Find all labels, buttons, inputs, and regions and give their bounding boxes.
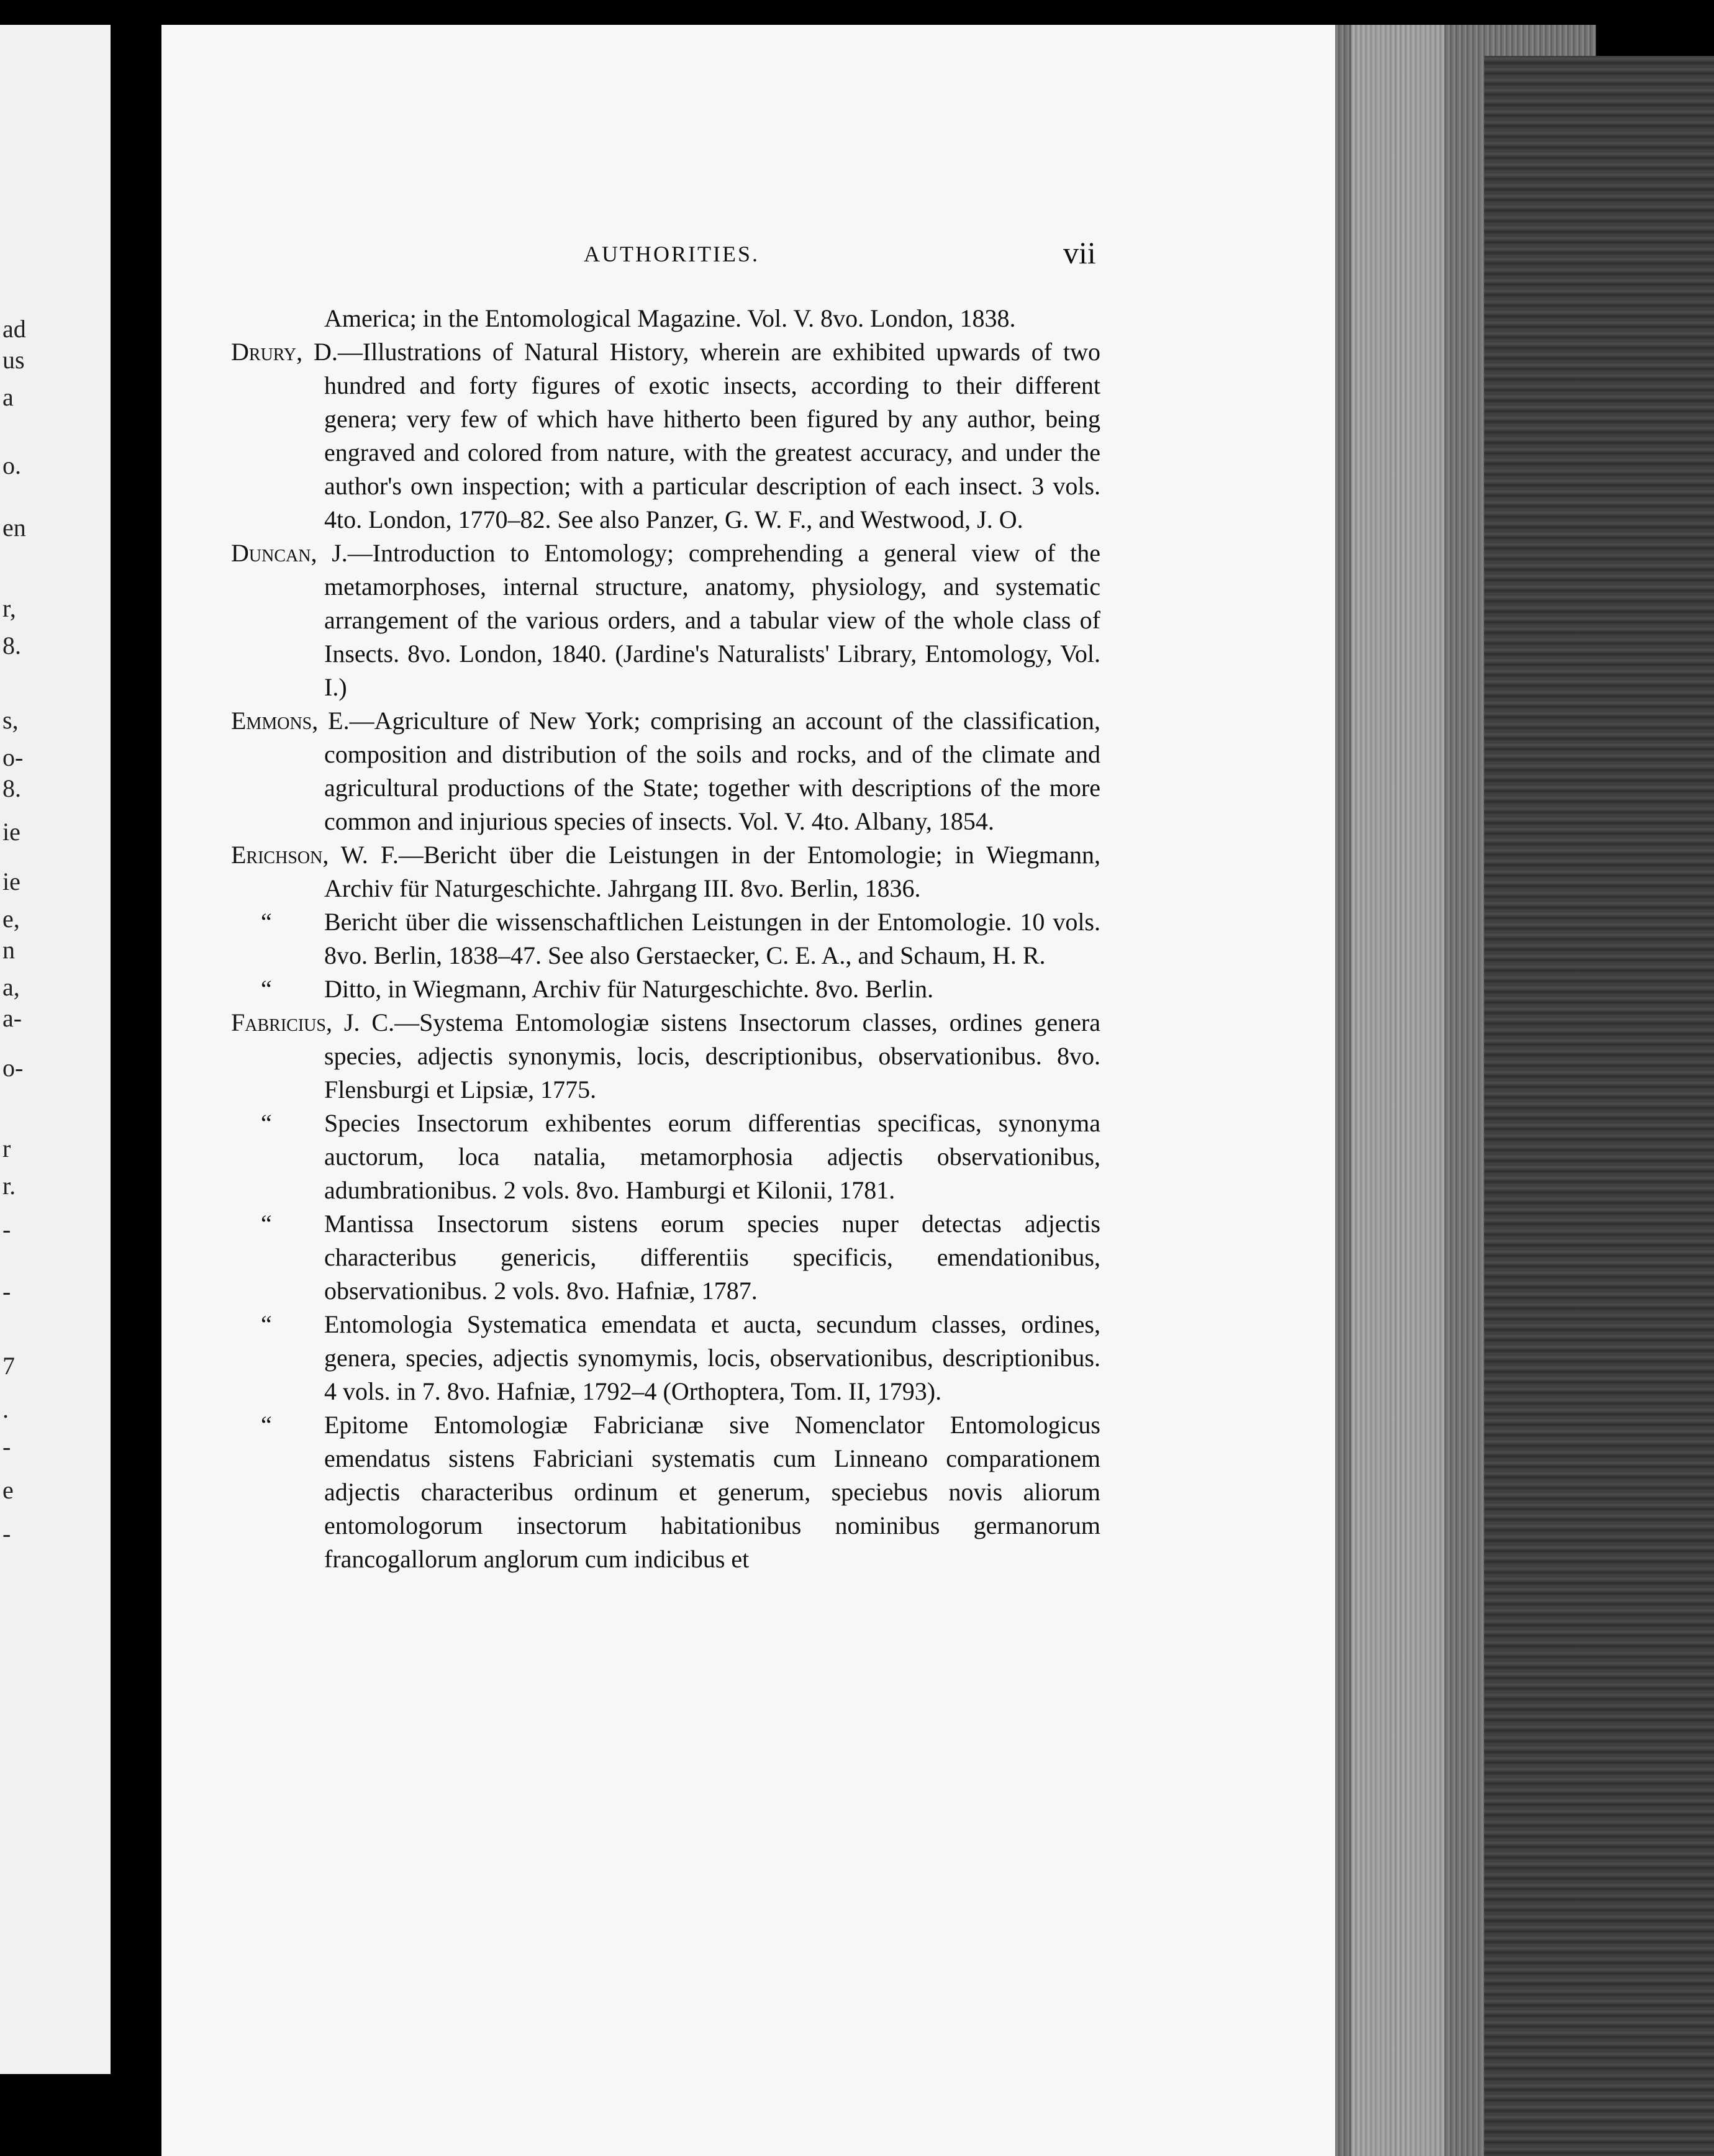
facing-page-fragment: - xyxy=(2,1215,11,1243)
entry-continuation: America; in the Entomological Magazine. Vol. V. 8vo. London, 1838. xyxy=(324,304,1016,332)
entry-text: , J.—Introduction to Entomology; comprehending a general view of the metamorphoses, internal structure, anatomy, physiology, and systematic arrangement of the various orders, and a tabular view of the whole class of Insects. 8vo. London, 1840. (Jardine's Naturalists' Library, Entomology, Vol. I.) xyxy=(311,539,1100,701)
entry-text: , J. C.—Systema Entomologiæ sistens Insectorum classes, ordines genera species, adjectis synonymis, locis, descriptionibus, observationibus. 8vo. Flensburgi et Lipsiæ, 1775. xyxy=(324,1008,1100,1103)
entry-text: Ditto, in Wiegmann, Archiv für Naturgeschichte. 8vo. Berlin. xyxy=(324,975,934,1003)
facing-page-fragment: . xyxy=(2,1395,9,1423)
facing-page-fragment: a, xyxy=(2,973,20,1001)
bibliography-list xyxy=(231,302,1100,1576)
facing-page-fragment: ad xyxy=(2,315,26,343)
ditto-mark: “ xyxy=(261,1210,272,1238)
facing-page-fragment: r xyxy=(2,1135,11,1162)
entry-author: Emmons xyxy=(231,707,312,735)
book-cover xyxy=(1484,56,1714,2156)
bibliography-entry xyxy=(231,335,1100,537)
ditto-entry xyxy=(231,1107,1100,1207)
ditto-entry xyxy=(231,1408,1100,1576)
ditto-entry xyxy=(231,905,1100,972)
entry-author: Fabricius xyxy=(231,1008,326,1036)
facing-page-fragment: e, xyxy=(2,905,20,933)
entry-text: Entomologia Systematica emendata et aucta, secundum classes, ordines, genera, species, adjectis synomymis, locis, observationibus, descriptionibus. 4 vols. in 7. 8vo. Hafniæ, 1792–4 (Orthoptera, Tom. II, 1793). xyxy=(324,1310,1100,1405)
page-number: vii xyxy=(1063,235,1096,270)
bibliography-entry xyxy=(231,838,1100,905)
ditto-mark: “ xyxy=(261,1109,272,1137)
running-title: AUTHORITIES. xyxy=(584,242,760,266)
facing-page-fragment: o. xyxy=(2,451,21,479)
ditto-entry xyxy=(231,972,1100,1006)
ditto-mark: “ xyxy=(261,1310,272,1338)
ditto-entry xyxy=(231,1207,1100,1308)
facing-page-fragment: a xyxy=(2,383,14,411)
bibliography-entry xyxy=(231,537,1100,704)
facing-page-fragment: a- xyxy=(2,1004,22,1032)
facing-page-fragment: o- xyxy=(2,1054,24,1082)
facing-page-fragment: - xyxy=(2,1277,11,1305)
facing-page-fragment: ie xyxy=(2,867,20,895)
facing-page-fragment: 8. xyxy=(2,774,21,802)
bibliography-entry xyxy=(231,704,1100,838)
facing-page-fragment: r, xyxy=(2,594,16,622)
facing-page-fragment: ie xyxy=(2,818,20,846)
entry-text: , E.—Agriculture of New York; comprising an account of the classification, composition and distribution of the soils and rocks, and of the climate and agricultural productions of the State; together with descriptions of the more common and injurious species of insects. Vol. V. 4to. Albany, 1854. xyxy=(312,707,1100,835)
entry-author: Drury xyxy=(231,338,297,366)
facing-page-fragment: n xyxy=(2,936,15,964)
facing-page-fragment: - xyxy=(2,1433,11,1461)
entry-author: Duncan xyxy=(231,539,311,567)
entry-text: , D.—Illustrations of Natural History, wherein are exhibited upwards of two hundred and forty figures of exotic insects, according to their different genera; very few of which have hitherto been figured by any author, being engraved and colored from nature, with the greatest accuracy, and under the author's own inspection; with a particular description of each insect. 3 vols. 4to. London, 1770–82. See also Panzer, G. W. F., and Westwood, J. O. xyxy=(296,338,1100,533)
facing-page-fragment: us xyxy=(2,346,25,374)
facing-page-fragment: s, xyxy=(2,706,19,734)
ditto-mark: “ xyxy=(261,975,272,1003)
bibliography-entry xyxy=(231,1006,1100,1107)
entry-author: Erichson xyxy=(231,841,323,869)
facing-page-fragment: en xyxy=(2,514,26,541)
facing-page-fragment: 8. xyxy=(2,632,21,659)
entry-text: Species Insectorum exhibentes eorum differentias specificas, synonyma auctorum, loca natalia, metamorphosia adjectis observationibus, adumbrationibus. 2 vols. 8vo. Hamburgi et Kilonii, 1781. xyxy=(324,1109,1100,1204)
facing-page-fragment: r. xyxy=(2,1172,16,1200)
ditto-mark: “ xyxy=(261,1411,272,1439)
facing-page-edge xyxy=(0,25,111,2074)
running-header xyxy=(161,235,1351,272)
facing-page-fragment: - xyxy=(2,1520,11,1547)
ditto-mark: “ xyxy=(261,908,272,936)
facing-page-fragment: o- xyxy=(2,743,24,771)
facing-page-fragment: 7 xyxy=(2,1352,15,1380)
entry-text: Epitome Entomologiæ Fabricianæ sive Nomenclator Entomologicus emendatus sistens Fabriciani systematis cum Linneano comparationem adjectis characteribus ordinum et generum, speciebus novis aliorum entomologorum insectorum habitationibus nominibus germanorum francogallorum anglorum cum indicibus et xyxy=(324,1411,1100,1573)
entry-text: , W. F.—Bericht über die Leistungen in der Entomologie; in Wiegmann, Archiv für Naturgeschichte. Jahrgang III. 8vo. Berlin, 1836. xyxy=(322,841,1100,902)
entry-text: Bericht über die wissenschaftlichen Leistungen in der Entomologie. 10 vols. 8vo. Berlin, 1838–47. See also Gerstaecker, C. E. A., and Schaum, H. R. xyxy=(324,908,1100,969)
ditto-entry xyxy=(231,1308,1100,1408)
facing-page-fragment: e xyxy=(2,1476,14,1504)
page-edges-shade xyxy=(1351,25,1444,2156)
entry-text: Mantissa Insectorum sistens eorum species nuper detectas adjectis characteribus genericis, differentiis specificis, emendationibus, observationibus. 2 vols. 8vo. Hafniæ, 1787. xyxy=(324,1210,1100,1305)
